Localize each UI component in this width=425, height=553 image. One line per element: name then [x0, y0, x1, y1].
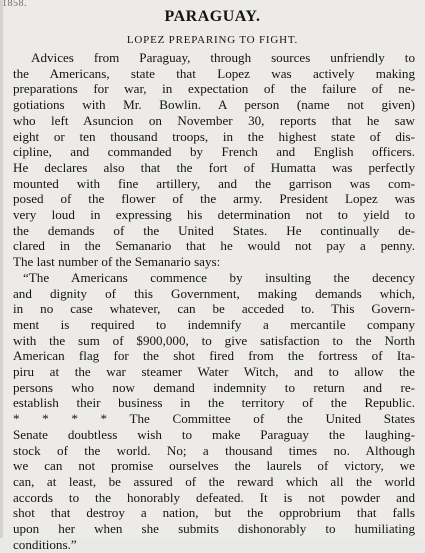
article-line: gotiations with Mr. Bowlin. A person (name not given): [13, 97, 415, 113]
article-line: in no case whatever, can be acceded to. This Govern-: [13, 301, 415, 317]
article-line: who left Asuncion on November 30, reports that he saw: [13, 112, 415, 128]
article-line: * * * * The Committee of the United States: [13, 411, 415, 427]
article-line: can, at least, be assured of the reward which all the world: [13, 473, 415, 489]
article-line: ment is required to indemnify a mercantile company: [13, 316, 415, 332]
article-line: the demands of the United States. He continually de-: [13, 222, 415, 238]
article-line: very loud in expressing his determination not to yield to: [13, 207, 415, 223]
article-body: [13, 50, 415, 553]
article-line: piru at the war steamer Water Witch, and to allow the: [13, 364, 415, 380]
article-headline: PARAGUAY.: [164, 8, 261, 25]
article-line: Advices from Paraguay, through sources unfriendly to: [31, 50, 415, 65]
article-line: persons who now demand indemnity to return and re-: [13, 379, 415, 395]
article-line: The last number of the Semanario says:: [13, 254, 221, 270]
article-line: upon her when she submits dishonorably to humiliating: [13, 521, 415, 537]
article-line: accords to the honorably defeated. It is not powder and: [13, 489, 415, 505]
article-line: posed of the flower of the army. President Lopez was: [13, 191, 415, 207]
article-subheadline: LOPEZ PREPARING TO FIGHT.: [126, 34, 299, 46]
article-line: He declares also that the fort of Humatta was perfectly: [13, 159, 415, 175]
article-line: the Americans, state that Lopez was actively making: [13, 65, 415, 81]
article-line: cipline, and commanded by French and English officers.: [13, 144, 415, 160]
article-line: “The Americans commence by insulting the decency: [23, 269, 415, 285]
article-line: eight or ten thousand troops, in the highest state of dis-: [13, 128, 415, 144]
article-line: establish their business in the territory of the Republic.: [13, 395, 415, 411]
article-line: and dignity of this Government, making demands which,: [13, 285, 415, 301]
article-line: with the sum of $900,000, to give satisfaction to the North: [13, 332, 415, 348]
scan-edge-shadow: [0, 0, 3, 538]
article-line: American flag for the shot fired from the fortress of Ita-: [13, 348, 415, 364]
article-line: Senate doubtless wish to make Paraguay the laughing-: [13, 426, 415, 442]
cropped-corner-text: 1858.: [2, 0, 27, 9]
article-line: preparations for war, in expectation of the failure of ne-: [13, 81, 415, 97]
article-line: we can not promise ourselves the laurels of victory, we: [13, 458, 415, 474]
article-line: stock of the world. No; a thousand times no. Although: [13, 442, 415, 458]
article-line: clared in the Semanario that he would not pay a penny.: [13, 238, 415, 254]
article-line: conditions.”: [13, 536, 77, 552]
article-line: mounted with fine artillery, and the garrison was com-: [13, 175, 415, 191]
article-line: shot that destroy a nation, but the opprobrium that falls: [13, 505, 415, 521]
